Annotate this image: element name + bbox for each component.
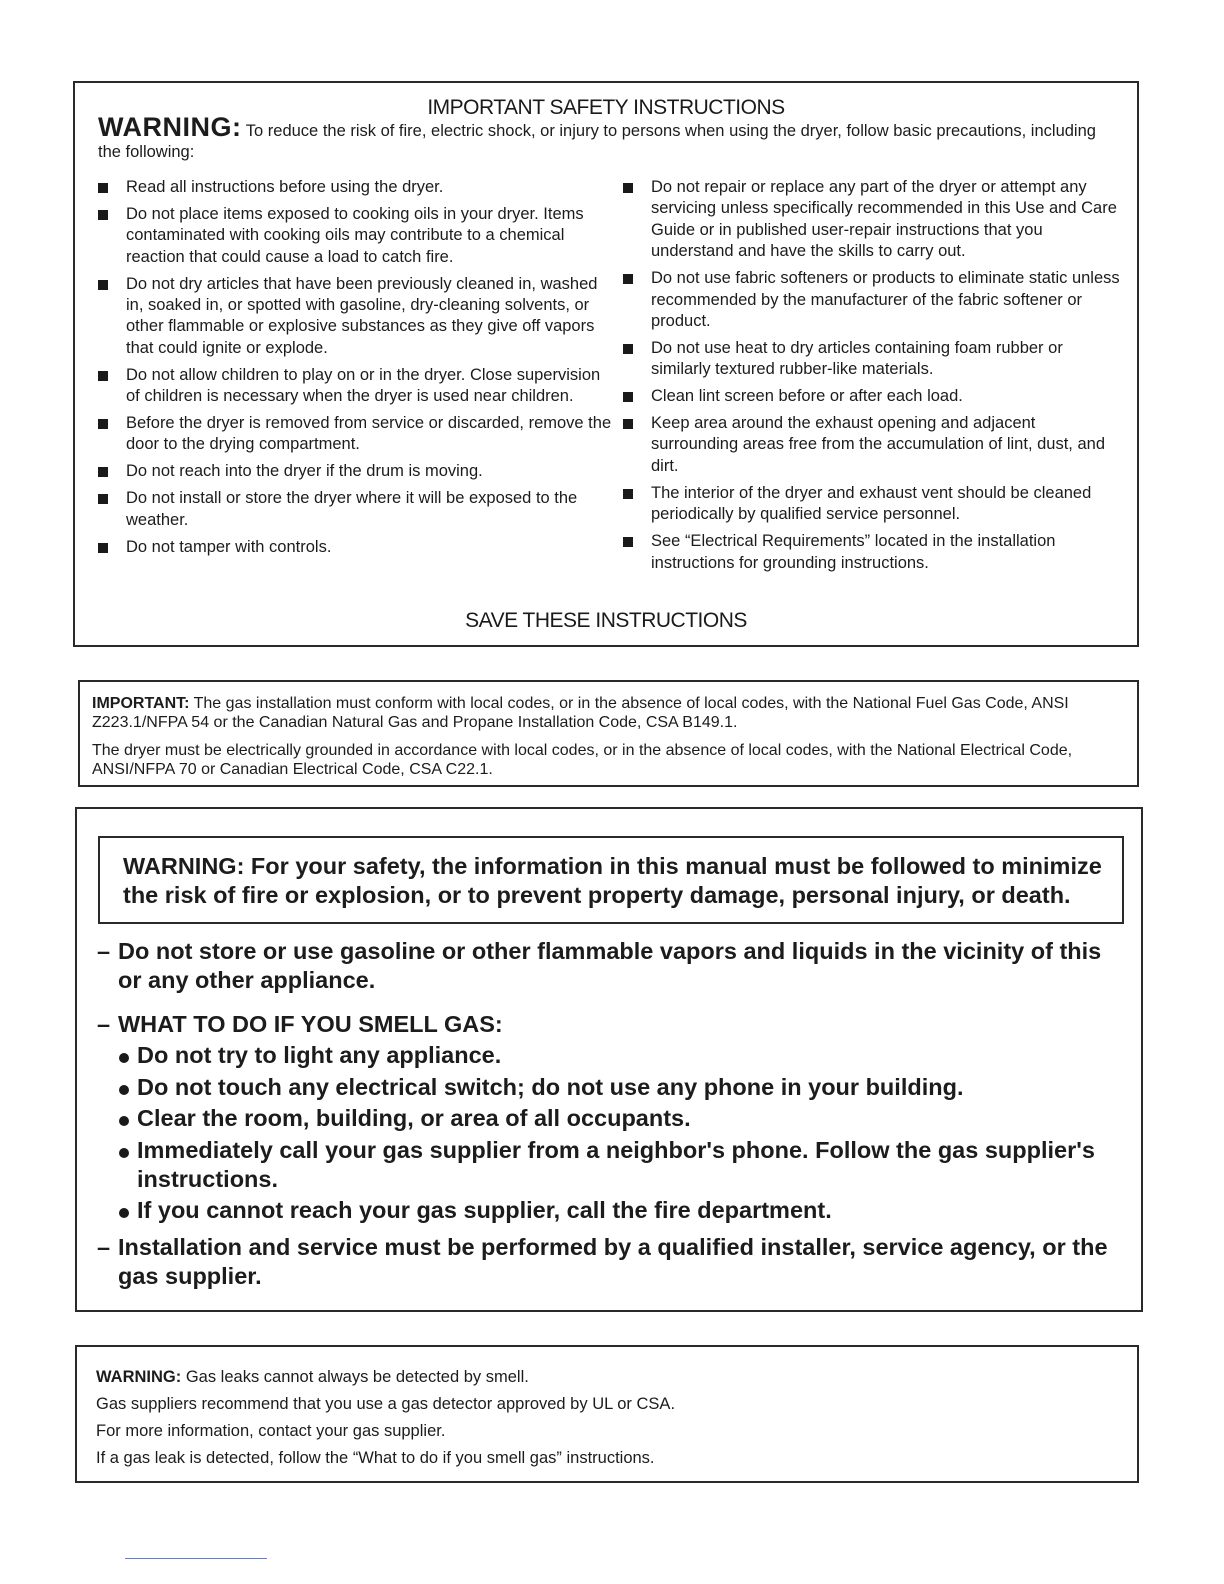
list-item: Do not use heat to dry articles containing foam rubber or similarly textured rubber-like materials. bbox=[622, 338, 1122, 381]
link-underline[interactable] bbox=[125, 1558, 267, 1559]
square-bullet-icon bbox=[98, 210, 108, 220]
save-instructions-heading: SAVE THESE INSTRUCTIONS bbox=[465, 609, 747, 632]
list-item: Do not dry articles that have been previously cleaned in, washed in, soaked in, or spotted with gasoline, dry-cleaning solvents, or other flammable or explosive substances as they give off vapors that could ignite or explode. bbox=[97, 274, 617, 360]
square-bullet-icon bbox=[98, 280, 108, 290]
dash-marker: – bbox=[97, 1011, 111, 1037]
list-item: Do not use fabric softeners or products to eliminate static unless recommended by the manufacturer of the fabric softener or product. bbox=[622, 268, 1122, 332]
list-item: Clear the room, building, or area of all occupants. bbox=[118, 1104, 1128, 1133]
square-bullet-icon bbox=[98, 419, 108, 429]
list-item: Do not try to light any appliance. bbox=[118, 1041, 1128, 1070]
list-item: Read all instructions before using the dryer. bbox=[97, 177, 617, 198]
dash-marker: – bbox=[97, 1234, 111, 1260]
list-item: See “Electrical Requirements” located in the installation instructions for grounding instructions. bbox=[622, 531, 1122, 574]
qualified-installer-item: – Installation and service must be performed by a qualified installer, service agency, or the gas supplier. bbox=[97, 1234, 1108, 1289]
smell-gas-heading: – WHAT TO DO IF YOU SMELL GAS: bbox=[97, 1011, 503, 1037]
list-item: Do not reach into the dryer if the drum is moving. bbox=[97, 461, 617, 482]
gas-leak-box bbox=[75, 1345, 1139, 1483]
square-bullet-icon bbox=[98, 494, 108, 504]
leak-warning-label: WARNING: bbox=[96, 1368, 182, 1386]
square-bullet-icon bbox=[98, 467, 108, 477]
list-item: Do not allow children to play on or in the dryer. Close supervision of children is necessary when the dryer is used near children. bbox=[97, 365, 617, 408]
list-item: Clean lint screen before or after each load. bbox=[622, 386, 1122, 407]
leak-line-1: WARNING: Gas leaks cannot always be detected by smell. bbox=[96, 1368, 529, 1386]
round-bullet-icon bbox=[119, 1085, 129, 1095]
right-column bbox=[622, 177, 1122, 579]
left-column bbox=[97, 177, 617, 564]
list-item: If you cannot reach your gas supplier, call the fire department. bbox=[118, 1196, 1128, 1225]
list-item: Keep area around the exhaust opening and adjacent surrounding areas free from the accumulation of lint, dust, and dirt. bbox=[622, 413, 1122, 477]
electric-code-paragraph: The dryer must be electrically grounded in accordance with local codes, or in the absence of local codes, with the National Electrical Code, ANSI/NFPA 70 or Canadian Electrical Code, CSA C22.1. bbox=[92, 742, 1073, 778]
safety-title: IMPORTANT SAFETY INSTRUCTIONS bbox=[427, 96, 785, 119]
square-bullet-icon bbox=[623, 344, 633, 354]
list-item: Before the dryer is removed from service or discarded, remove the door to the drying compartment. bbox=[97, 413, 617, 456]
smell-gas-steps bbox=[118, 1041, 1128, 1228]
leak-line-2: Gas suppliers recommend that you use a gas detector approved by UL or CSA. bbox=[96, 1395, 676, 1413]
warning-label: WARNING: bbox=[98, 112, 242, 142]
important-label: IMPORTANT: bbox=[92, 695, 190, 712]
list-item: Immediately call your gas supplier from a neighbor's phone. Follow the gas supplier's instructions. bbox=[118, 1136, 1128, 1194]
round-bullet-icon bbox=[119, 1116, 129, 1126]
square-bullet-icon bbox=[623, 274, 633, 284]
square-bullet-icon bbox=[98, 183, 108, 193]
warning-text: To reduce the risk of fire, electric shock, or injury to persons when using the dryer, follow basic precautions, including the following: bbox=[98, 122, 1096, 161]
list-item: Do not touch any electrical switch; do not use any phone in your building. bbox=[118, 1073, 1128, 1102]
list-item: Do not repair or replace any part of the dryer or attempt any servicing unless specifically recommended in this Use and Care Guide or in published user-repair instructions that you understand and have the skills to carry out. bbox=[622, 177, 1122, 263]
square-bullet-icon bbox=[98, 371, 108, 381]
important-codes-box bbox=[78, 680, 1139, 787]
leak-line-4: If a gas leak is detected, follow the “What to do if you smell gas” instructions. bbox=[96, 1449, 655, 1467]
safety-instructions-box bbox=[73, 81, 1139, 647]
round-bullet-icon bbox=[119, 1148, 129, 1158]
round-bullet-icon bbox=[119, 1053, 129, 1063]
round-bullet-icon bbox=[119, 1208, 129, 1218]
list-item: Do not tamper with controls. bbox=[97, 537, 617, 558]
square-bullet-icon bbox=[623, 183, 633, 193]
safety-warning-intro bbox=[98, 112, 1123, 163]
gas-warning-box bbox=[75, 807, 1143, 1312]
list-item: Do not place items exposed to cooking oils in your dryer. Items contaminated with cooking oils may contribute to a chemical reaction that could cause a load to catch fire. bbox=[97, 204, 617, 268]
square-bullet-icon bbox=[623, 489, 633, 499]
gas-code-paragraph: IMPORTANT: The gas installation must conform with local codes, or in the absence of local codes, with the National Fuel Gas Code, ANSI Z223.1/NFPA 54 or the Canadian Natural Gas and Propane Installation Code, CSA B149.1. bbox=[92, 695, 1069, 731]
list-item: Do not install or store the dryer where it will be exposed to the weather. bbox=[97, 488, 617, 531]
gas-warning-headline: WARNING: For your safety, the information in this manual must be followed to minimize the risk of fire or explosion, or to prevent property damage, personal injury, or death. bbox=[98, 836, 1124, 924]
no-flammables-item: – Do not store or use gasoline or other flammable vapors and liquids in the vicinity of this or any other appliance. bbox=[97, 938, 1102, 993]
square-bullet-icon bbox=[623, 419, 633, 429]
leak-line-3: For more information, contact your gas supplier. bbox=[96, 1422, 446, 1440]
square-bullet-icon bbox=[98, 543, 108, 553]
list-item: The interior of the dryer and exhaust vent should be cleaned periodically by qualified service personnel. bbox=[622, 483, 1122, 526]
dash-marker: – bbox=[97, 938, 111, 964]
square-bullet-icon bbox=[623, 537, 633, 547]
square-bullet-icon bbox=[623, 392, 633, 402]
